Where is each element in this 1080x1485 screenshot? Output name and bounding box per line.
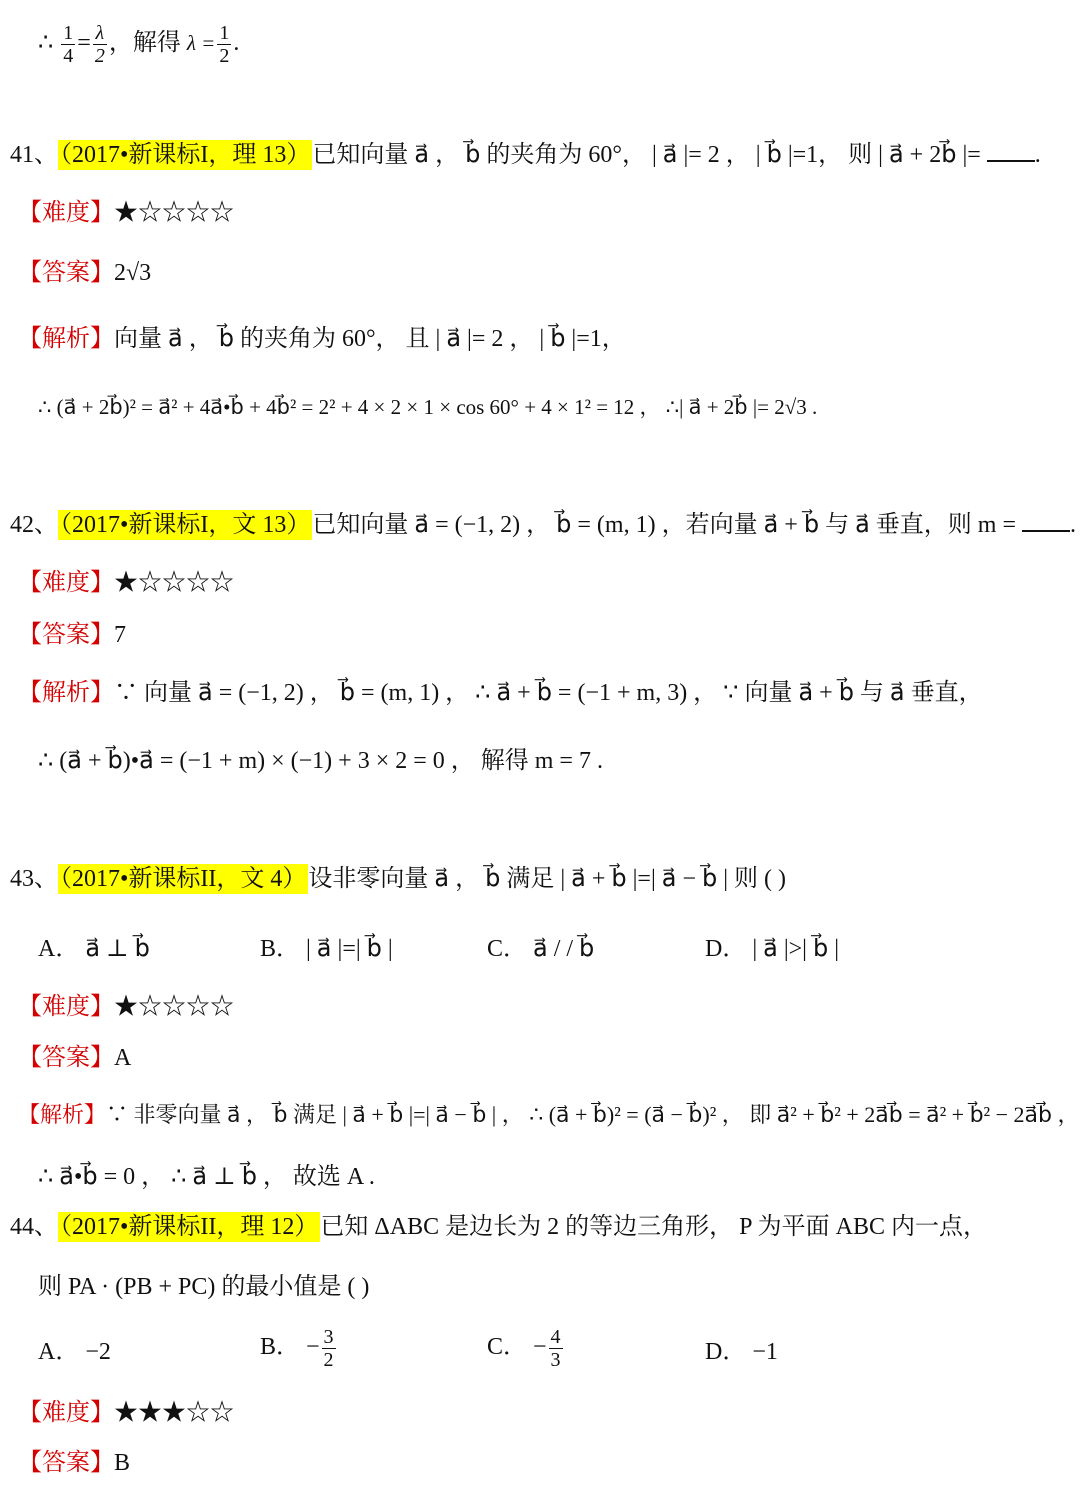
answer-label: 【答案】 — [18, 622, 114, 648]
difficulty-label: 【难度】 — [18, 200, 114, 226]
answer-row — [18, 258, 151, 288]
answer-blank — [987, 138, 1035, 162]
answer-label: 【答案】 — [18, 1450, 114, 1476]
answer-blank — [1022, 508, 1070, 532]
answer-label: 【答案】 — [18, 260, 114, 286]
period: . — [233, 30, 240, 57]
question-42-stem: 42、（2017•新课标I，文 13）已知向量 a⃗ = (−1, 2) ， b⃗ = (m, 1) ，若向量 a⃗ + b⃗ 与 a⃗ 垂直，则 m = . — [10, 508, 1076, 540]
analysis-derivation: ∴ (a⃗ + b⃗)•a⃗ = (−1 + m) × (−1) + 3 × 2 = 0 ， 解得 m = 7 . — [38, 748, 603, 774]
question-source: （2017•新课标II，文 4） — [60, 866, 307, 892]
answer-row — [18, 1043, 131, 1073]
option-b[interactable]: B． | a⃗ |=| b⃗ | — [260, 936, 393, 962]
question-source: （2017•新课标I，理 13） — [60, 142, 311, 168]
option-a[interactable]: A． −2 — [38, 1339, 111, 1365]
question-source: （2017•新课标I，文 13） — [60, 512, 311, 538]
option-a[interactable]: A． a⃗ ⊥ b⃗ — [38, 936, 150, 962]
analysis-row — [18, 1100, 1080, 1130]
option-d[interactable]: D． −1 — [705, 1339, 778, 1365]
analysis-row — [18, 324, 626, 354]
analysis-label: 【解析】 — [18, 326, 114, 352]
difficulty-label: 【难度】 — [18, 1400, 114, 1426]
option-b[interactable]: B． − $\frac{3}{2}$ — [260, 1326, 334, 1371]
analysis-text: ∵ 非零向量 a⃗ ， b⃗ 满足 | a⃗ + b⃗ |=| a⃗ − b⃗ | ， ∴ (a⃗ + b⃗)² = (a⃗ − b⃗)² ， 即 a⃗² + b⃗² + 2a⃗b⃗ = a⃗² + b⃗² − 2a⃗b⃗ ， — [106, 1102, 1080, 1127]
answer-label: 【答案】 — [18, 1045, 114, 1071]
analysis-label: 【解析】 — [18, 680, 114, 706]
question-number: 44、 — [10, 1214, 58, 1240]
equals: = — [77, 30, 91, 57]
top-conclusion — [38, 22, 239, 67]
analysis-derivation: ∴ a⃗•b⃗ = 0 ， ∴ a⃗ ⊥ b⃗ ， 故选 A . — [38, 1164, 375, 1190]
difficulty-stars: ★☆☆☆☆ — [114, 570, 234, 596]
analysis-row — [18, 678, 983, 708]
question-number: 42、 — [10, 512, 58, 538]
difficulty-stars: ★★★☆☆ — [114, 1400, 234, 1426]
question-text: 已知向量 a⃗ = (−1, 2) ， b⃗ = (m, 1) ，若向量 a⃗ + b⃗ 与 a⃗ 垂直，则 m = — [312, 512, 1016, 538]
fraction-four-thirds: $\frac{4}{3}$ — [550, 1326, 561, 1371]
question-number: 43、 — [10, 866, 58, 892]
fraction-half: $\frac{1}{2}$ — [219, 22, 230, 67]
answer-value: A — [114, 1045, 132, 1071]
question-43-stem — [10, 864, 786, 894]
lambda-equals: λ = — [186, 31, 216, 56]
therefore-symbol: ∴ — [38, 30, 54, 57]
question-text: 已知向量 a⃗ ， b⃗ 的夹角为 60°， | a⃗ |= 2 ， | b⃗ |=1， 则 | a⃗ + 2b⃗ |= — [312, 142, 981, 168]
answer-value: B — [114, 1450, 131, 1476]
difficulty-stars: ★☆☆☆☆ — [114, 200, 234, 226]
answer-row — [18, 620, 126, 650]
solve-text: ，解得 — [108, 30, 181, 57]
option-c[interactable]: C． a⃗ / / b⃗ — [487, 936, 595, 962]
question-44-stem — [10, 1212, 987, 1242]
answer-row — [18, 1448, 130, 1478]
option-c[interactable]: C． − $\frac{4}{3}$ — [487, 1326, 561, 1371]
answer-value: 2√3 — [114, 260, 152, 286]
question-source: （2017•新课标II，理 12） — [60, 1214, 319, 1240]
analysis-text: ∵ 向量 a⃗ = (−1, 2) ， b⃗ = (m, 1) ， ∴ a⃗ + b⃗ = (−1 + m, 3) ， ∵ 向量 a⃗ + b⃗ 与 a⃗ 垂直， — [114, 680, 983, 706]
difficulty-label: 【难度】 — [18, 994, 114, 1020]
question-text: 已知 ΔABC 是边长为 2 的等边三角形， P 为平面 ABC 内一点， — [320, 1214, 987, 1240]
fraction-one-quarter: $\frac{1}{4}$ — [63, 22, 74, 67]
difficulty-label: 【难度】 — [18, 570, 114, 596]
analysis-derivation: ∴ (a⃗ + 2b⃗)² = a⃗² + 4a⃗•b⃗ + 4b⃗² = 2² + 4 × 2 × 1 × cos 60° + 4 × 1² = 12 ， ∴| a⃗ + 2b⃗ |= 2√3 . — [38, 395, 818, 419]
option-d[interactable]: D． | a⃗ |>| b⃗ | — [705, 936, 840, 962]
difficulty-row — [18, 568, 234, 598]
difficulty-stars: ★☆☆☆☆ — [114, 994, 234, 1020]
fraction-three-halves: $\frac{3}{2}$ — [323, 1326, 334, 1371]
analysis-text: 向量 a⃗ ， b⃗ 的夹角为 60°， 且 | a⃗ |= 2 ， | b⃗ |=1， — [114, 326, 626, 352]
difficulty-row — [18, 1398, 234, 1428]
answer-value: 7 — [114, 622, 126, 648]
question-text: 设非零向量 a⃗ ， b⃗ 满足 | a⃗ + b⃗ |=| a⃗ − b⃗ | 则 ( ) — [308, 866, 787, 892]
question-41-stem: 41、（2017•新课标I，理 13）已知向量 a⃗ ， b⃗ 的夹角为 60°， | a⃗ |= 2 ， | b⃗ |=1， 则 | a⃗ + 2b⃗ |= . — [10, 138, 1041, 170]
question-number: 41、 — [10, 142, 58, 168]
fraction-lambda-half: $\frac{\lambda}{2}$ — [94, 22, 105, 67]
analysis-label: 【解析】 — [18, 1102, 107, 1127]
difficulty-row — [18, 992, 234, 1022]
question-44-stem-line2: 则 PA · (PB + PC) 的最小值是 ( ) — [38, 1274, 370, 1300]
difficulty-row — [18, 198, 234, 228]
